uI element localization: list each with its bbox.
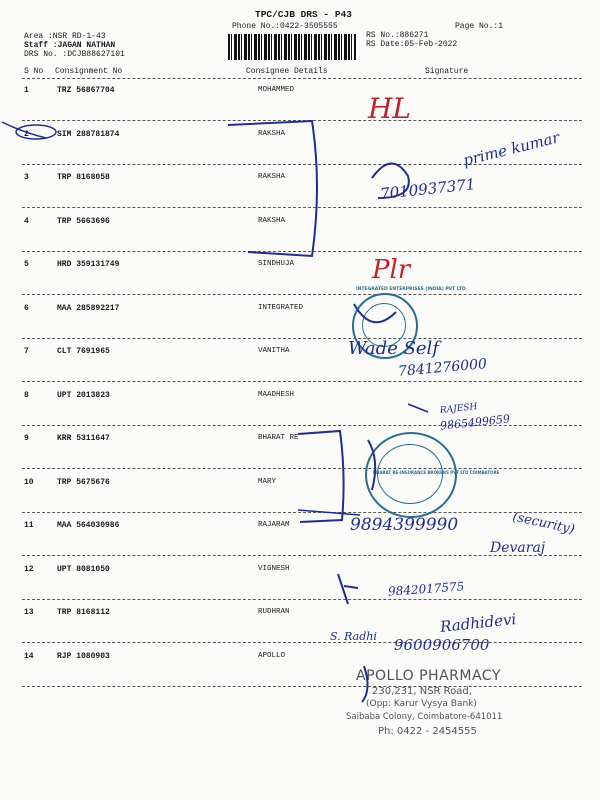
row-sno: 9 [24, 434, 29, 443]
row-sno: 5 [24, 260, 29, 269]
col-consignee: Consignee Details [246, 67, 328, 76]
row-consignment-no: SIM 288781874 [57, 129, 120, 139]
row-consignment-no: TRP 5663696 [57, 216, 110, 226]
bharat-stamp: BHARAT RE-INSURANCE BROKERS PVT LTD COIMBATORE [365, 432, 457, 518]
row-consignee: INTEGRATED [258, 303, 304, 312]
handwriting-radhidevi: Radhidevi [439, 610, 518, 636]
handwriting-phone-6: 9600906700 [394, 636, 490, 654]
row-consignee: APOLLO [258, 651, 286, 660]
row-consignment-no: KRR 5311647 [57, 434, 110, 443]
row-divider [22, 251, 582, 252]
handwriting-phone-3: 9865499659 [439, 412, 511, 433]
row-divider [22, 164, 582, 165]
row-consignee: RAJARAM [258, 521, 290, 529]
row-sno: 8 [24, 390, 29, 400]
row-consignment-no: TRZ 56867704 [57, 86, 115, 95]
row-consignee: VANITHA [258, 347, 290, 355]
rs-date: RS Date:05-Feb-2022 [366, 40, 458, 49]
row-sno: 2 [24, 129, 29, 139]
bracket-stroke-1 [228, 121, 317, 256]
row-consignee: SINDHUJA [258, 260, 295, 268]
row-consignee: MOHAMMED [258, 86, 295, 94]
row-divider [22, 468, 582, 469]
drs-title: TPC/CJB DRS - P43 [255, 9, 352, 20]
col-sno: S No [24, 67, 44, 76]
apollo-stamp-phone: Ph: 0422 - 2454555 [378, 726, 477, 737]
row-divider [22, 294, 582, 295]
apollo-stamp-landmark: (Opp: Karur Vysya Bank) [366, 699, 477, 709]
barcode [228, 34, 356, 60]
row-sno: 3 [24, 173, 29, 182]
row-divider [22, 599, 582, 600]
row-sno: 1 [24, 86, 29, 95]
handwriting-phone-4: 9894399990 [350, 515, 459, 535]
row-consignment-no: TRP 8168058 [57, 173, 110, 182]
row-consignment-no: MAA 285892217 [57, 303, 120, 313]
row-consignee: BHARAT RE [258, 434, 299, 442]
row-sno: 14 [24, 651, 34, 661]
page-number: Page No.:1 [455, 22, 504, 31]
handwriting-phone-1: 7010937371 [379, 175, 477, 203]
row-sno: 13 [24, 608, 34, 617]
row-consignment-no: UPT 8081050 [57, 564, 110, 574]
bracket-stroke-2 [298, 431, 344, 522]
apollo-stamp-locality: Saibaba Colony, Coimbatore-641011 [346, 712, 503, 722]
row-sno: 10 [24, 477, 34, 487]
row-consignment-no: TRP 8168112 [57, 608, 110, 617]
handwriting-prime-kumar: prime kumar [461, 128, 562, 170]
handwriting-plr: Plr [372, 255, 411, 285]
handwriting-security: (security) [511, 509, 576, 538]
row-sno: 6 [24, 303, 29, 313]
row-consignment-no: UPT 2013823 [57, 390, 110, 400]
col-consignment: Consignment No [55, 67, 123, 76]
area-field: Area :NSR RD-1-43 [24, 32, 106, 41]
row-consignment-no: MAA 564030986 [57, 521, 120, 530]
drs-number: DRS No. :DCJB88627101 [24, 50, 125, 59]
row-consignee: VIGNESH [258, 564, 290, 573]
scribble-row-8 [408, 404, 428, 412]
row-consignment-no: RJP 1080903 [57, 651, 110, 661]
apollo-stamp-address: 230,231, NSR Road, [372, 686, 472, 697]
row-consignee: RAKSHA [258, 129, 286, 138]
handwriting-phone-5: 9842017575 [387, 579, 465, 599]
row-divider [22, 642, 582, 643]
row-consignee: MARY [258, 477, 277, 486]
phone-number: Phone No.:0422-3505555 [232, 22, 338, 31]
handwriting-phone-2: 7841276000 [397, 356, 488, 380]
handwriting-wade-self: Wade Self [348, 338, 439, 359]
handwriting-rajesh: RAJESH [439, 402, 478, 416]
row-divider [22, 686, 582, 687]
row-consignment-no: CLT 7691965 [57, 347, 110, 356]
header-divider [22, 78, 582, 79]
scribble-row-12 [338, 574, 358, 604]
circle-row-2 [16, 125, 56, 139]
row-divider [22, 381, 582, 382]
row-sno: 7 [24, 347, 29, 356]
col-signature: Signature [425, 67, 469, 76]
row-consignment-no: HRD 359131749 [57, 260, 120, 269]
row-sno: 11 [24, 521, 34, 530]
row-consignee: RUDHRAN [258, 608, 290, 616]
row-consignee: MAADHESH [258, 390, 295, 399]
handwriting-s-radhi: S. Radhi [330, 630, 377, 643]
staff-field: Staff :JAGAN NATHAN [24, 41, 116, 50]
handwriting-hl: HL [368, 92, 412, 125]
row-sno: 4 [24, 216, 29, 226]
row-divider [22, 207, 582, 208]
row-consignment-no: TRP 5675676 [57, 477, 110, 487]
integrated-stamp: INTEGRATED ENTERPRISES (INDIA) PVT LTD [352, 293, 418, 359]
handwriting-devaraj: Devaraj [490, 540, 546, 556]
row-sno: 12 [24, 564, 34, 574]
row-consignee: RAKSHA [258, 173, 286, 181]
apollo-stamp-name: APOLLO PHARMACY [356, 668, 501, 684]
row-divider [22, 512, 582, 513]
rs-number: RS No.:886271 [366, 31, 429, 40]
row-divider [22, 338, 582, 339]
row-consignee: RAKSHA [258, 216, 286, 225]
row-divider [22, 120, 582, 121]
